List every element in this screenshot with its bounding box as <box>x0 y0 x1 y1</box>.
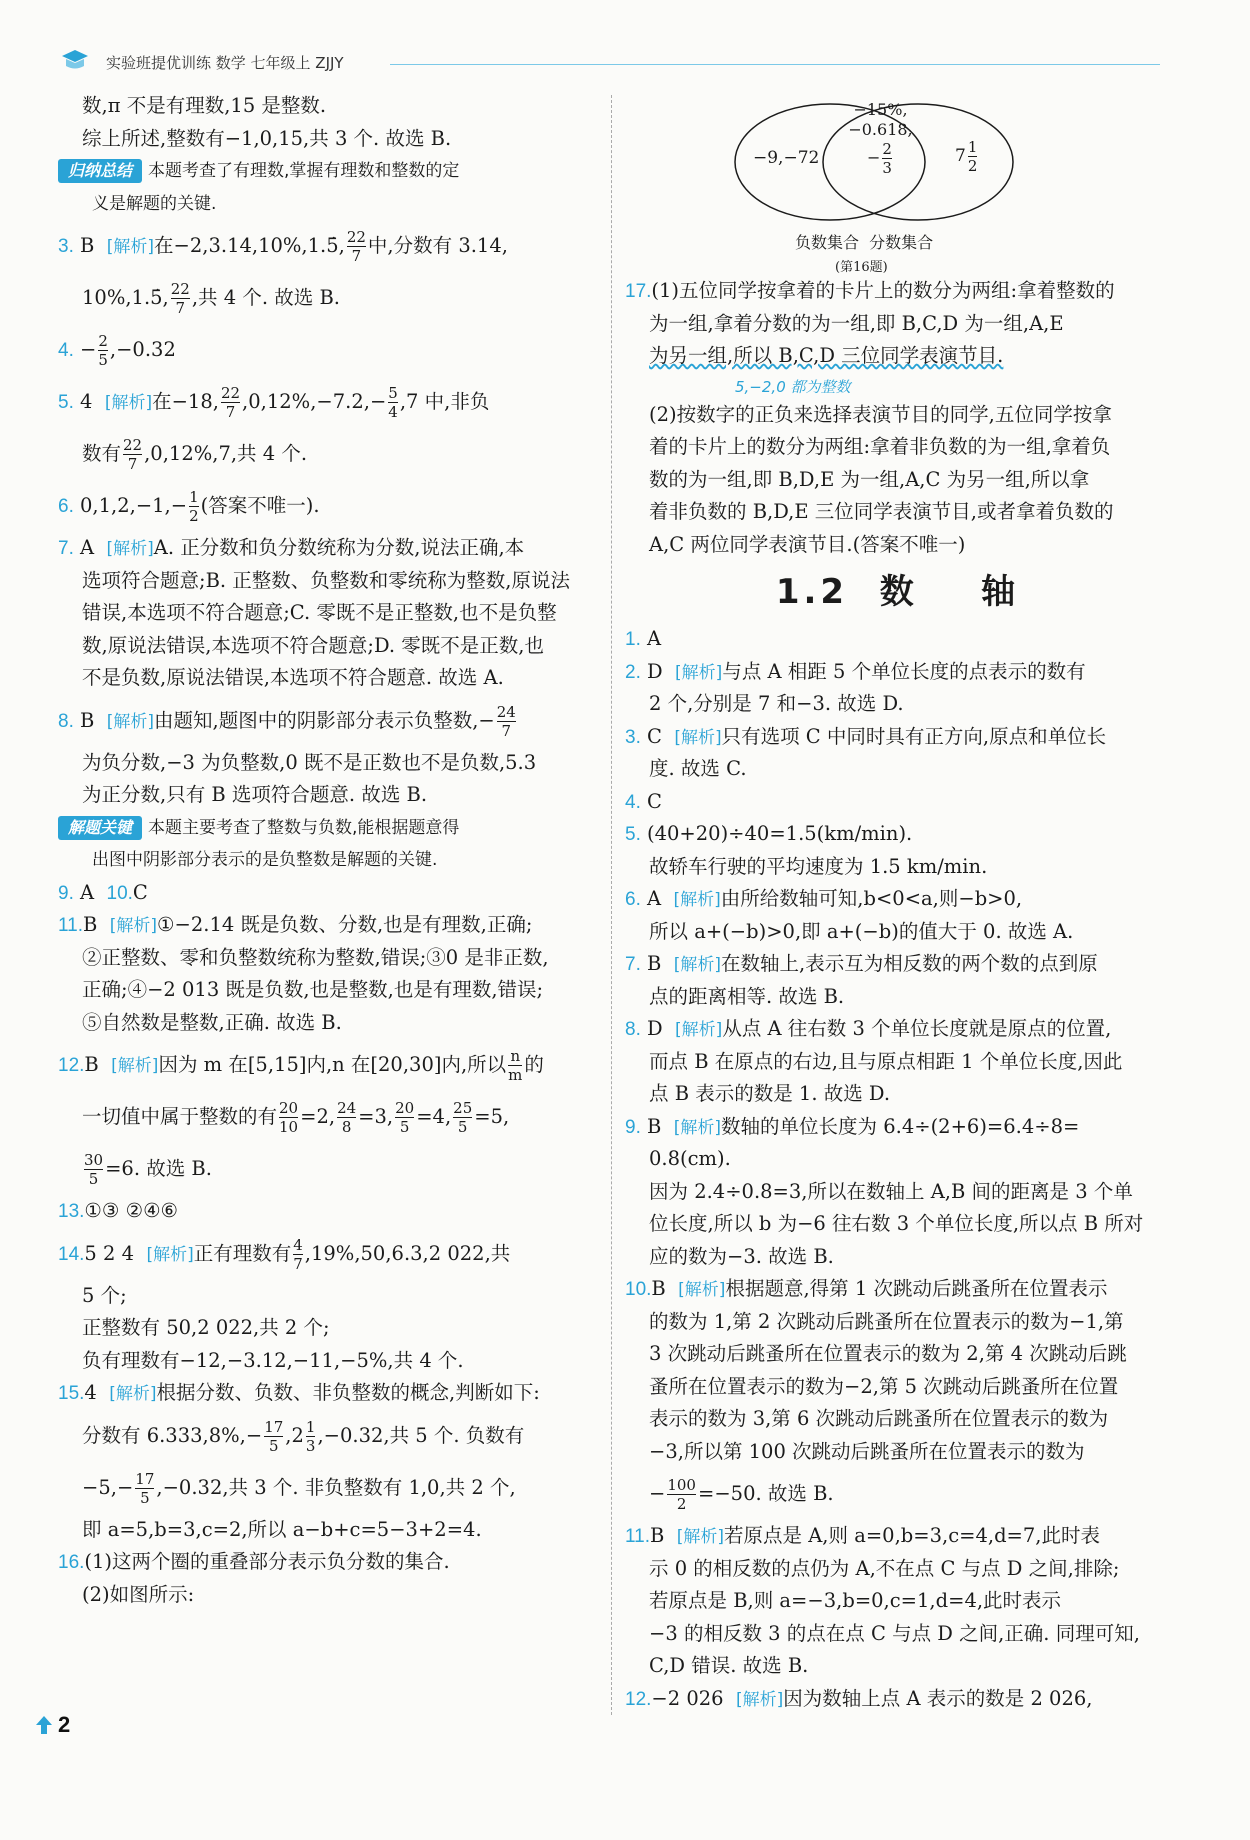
answer-r1: 1. A <box>625 627 662 650</box>
text-line: C,D 错误. 故选 B. <box>649 1654 809 1677</box>
venn-caption: 负数集合 分数集合 <box>795 233 934 252</box>
fraction: $\frac{100}{2}$ <box>667 1476 696 1513</box>
answer-17: 17.(1)五位同学按拿着的卡片上的数分为两组:拿着整数的 <box>625 279 1115 302</box>
fraction: $\frac{20}{5}$ <box>395 1099 415 1136</box>
venn-left-values: −9,−72 <box>753 148 820 168</box>
text-line: 即 a=5,b=3,c=2,所以 a−b+c=5−3+2=4. <box>82 1517 482 1541</box>
answer-13: 13.①③ ②④⑥ <box>58 1199 179 1222</box>
answer-r6: 6. A [解析]由所给数轴可知,b<0<a,则−b>0, <box>625 887 1023 910</box>
text-line: 2 个,分别是 7 和−3. 故选 D. <box>649 692 904 715</box>
fraction: $\frac{22}{7}$ <box>123 436 143 473</box>
answer-r8: 8. D [解析]从点 A 往右数 3 个单位长度就是原点的位置, <box>625 1017 1112 1040</box>
text-line: 示 0 的相反数的点仍为 A,不在点 C 与点 D 之间,排除; <box>649 1556 1120 1580</box>
left-column <box>58 90 598 1611</box>
text-line: 错误,本选项不符合题意;C. 零既不是正整数,也不是负整 <box>82 601 557 624</box>
text-line: 为正分数,只有 B 选项符合题意. 故选 B. <box>82 783 428 806</box>
fraction: $\frac{4}{7}$ <box>293 1235 303 1273</box>
text-line: 而点 B 在原点的右边,且与原点相距 1 个单位长度,因此 <box>649 1049 1123 1073</box>
answer-r2: 2. D [解析]与点 A 相距 5 个单位长度的点表示的数有 <box>625 659 1086 683</box>
fraction: $\frac{22}{7}$ <box>346 228 366 265</box>
text-line: 位长度,所以 b 为−6 往右数 3 个单位长度,所以点 B 所对 <box>649 1212 1144 1235</box>
text-line: 所以 a+(−b)>0,即 a+(−b)的值大于 0. 故选 A. <box>649 919 1074 943</box>
text-line: − $\frac{100}{2}$ =−50. 故选 B. <box>649 1476 834 1513</box>
section-title: 1.2 数 轴 <box>775 572 1020 612</box>
book-title: 实验班提优训练 数学 七年级上 ZJJY <box>106 54 344 72</box>
text-line: 为负分数,−3 为负整数,0 既不是正数也不是负数,5.3 <box>82 750 537 774</box>
fraction: $\frac{1}{2}$ <box>189 488 199 525</box>
text-line: 3 次跳动后跳蚤所在位置表示的数为 2,第 4 次跳动后跳 <box>649 1342 1127 1365</box>
text-line: 故轿车行驶的平均速度为 1.5 km/min. <box>649 854 988 878</box>
text-line: −3,所以第 100 次跳动后跳蚤所在位置表示的数为 <box>649 1439 1085 1463</box>
fraction: $\frac{22}{7}$ <box>170 280 190 317</box>
text-line: (2)按数字的正负来选择表演节目的同学,五位同学按拿 <box>649 402 1112 426</box>
venn-right-values: 7 $\frac{1}{2}$ <box>955 138 978 175</box>
answer-12: 12.B [解析]因为 m 在[5,15]内,n 在[20,30]内,所以 $\frac{n}{m}$ 的 <box>58 1047 544 1084</box>
fraction: $\frac{24}{7}$ <box>496 702 516 740</box>
answer-14: 14.5 2 4 [解析]正有理数有 $\frac{4}{7}$ ,19%,50,6.3,2 022,共 <box>58 1235 511 1273</box>
fraction: $\frac{24}{8}$ <box>337 1099 357 1136</box>
text-line: 应的数为−3. 故选 B. <box>649 1244 834 1268</box>
text-line: ②正整数、零和负整数统称为整数,错误;③0 是非正数, <box>82 945 549 969</box>
text-line: 着非负数的 B,D,E 三位同学表演节目,或者拿着负数的 <box>649 500 1114 523</box>
text-line: 正确;④−2 013 既是负数,也是整数,也是有理数,错误; <box>82 978 544 1001</box>
text-line: 蚤所在位置表示的数为−2,第 5 次跳动后跳蚤所在位置 <box>649 1374 1119 1398</box>
text-line: 10%,1.5̇, $\frac{22}{7}$ ,共 4 个. 故选 B. <box>82 280 340 317</box>
fraction: $\frac{1}{2}$ <box>967 138 978 175</box>
fraction: $\frac{25}{5}$ <box>453 1099 473 1136</box>
text-line: 为另一组,所以 B,C,D 三位同学表演节目. <box>649 344 1004 367</box>
fraction: $\frac{17}{5}$ <box>135 1469 155 1507</box>
header-rule <box>390 64 1160 65</box>
fraction: $\frac{n}{m}$ <box>508 1047 523 1084</box>
figure-label: (第16题) <box>835 260 888 275</box>
answer-r9: 9. B [解析]数轴的单位长度为 6.4÷(2+6)=6.4÷8= <box>625 1114 1080 1138</box>
fraction: $\frac{22}{7}$ <box>220 384 241 421</box>
page-header <box>60 48 1160 78</box>
fraction: $\frac{20}{10}$ <box>279 1099 299 1136</box>
fraction: $\frac{30}{5}$ <box>84 1151 104 1188</box>
answer-7: 7. A [解析]A. 正分数和负分数统称为分数,说法正确,本 <box>58 536 525 559</box>
text-line: 表示的数为 3,第 6 次跳动后跳蚤所在位置表示的数为 <box>649 1407 1109 1430</box>
venn-diagram <box>625 90 1170 275</box>
text-line: 数,π 不是有理数,15 是整数. <box>82 94 327 117</box>
text-line: (2)如图所示: <box>82 1582 195 1606</box>
fraction: $\frac{5}{4}$ <box>388 384 398 421</box>
answer-r4: 4. C <box>625 789 662 813</box>
text-line: ⑤自然数是整数,正确. 故选 B. <box>82 1010 342 1034</box>
handwritten-note: 5,−2,0 都为整数 <box>735 377 851 396</box>
answer-11: 11.B [解析]①−2.14 既是负数、分数,也是有理数,正确; <box>58 913 533 936</box>
summary-badge: 归纳总结 <box>58 159 142 183</box>
text-line: 数,原说法错误,本选项不符合题意;D. 零既不是正数,也 <box>82 633 545 657</box>
key-badge: 解题关键 <box>58 816 142 840</box>
text-line: 点 B 表示的数是 1. 故选 D. <box>649 1082 891 1105</box>
right-column <box>625 90 1170 1715</box>
text-line: A,C 两位同学表演节目.(答案不唯一) <box>649 532 966 556</box>
answer-r5: 5. (40+20)÷40=1.5(km/min). <box>625 822 913 845</box>
answer-r11: 11.B [解析]若原点是 A,则 a=0,b=3,c=4,d=7,此时表 <box>625 1524 1100 1547</box>
text-line: 数的为一组,即 B,D,E 为一组,A,C 为另一组,所以拿 <box>649 467 1090 491</box>
text-line: 的数为 1,第 2 次跳动后跳蚤所在位置表示的数为−1,第 <box>649 1309 1124 1333</box>
text-line: 点的距离相等. 故选 B. <box>649 984 845 1008</box>
fraction: $\frac{2}{3}$ <box>882 140 892 177</box>
answer-r10: 10.B [解析]根据题意,得第 1 次跳动后跳蚤所在位置表示 <box>625 1277 1108 1300</box>
text-line: 分数有 6.333,8%,− $\frac{17}{5}$ ,2 $\frac{1}{3}$ ,−0.32,共 5 个. 负数有 <box>82 1417 525 1455</box>
text-line: 着的卡片上的数分为两组:拿着非负数的为一组,拿着负 <box>649 435 1111 458</box>
text-line: 数有 $\frac{22}{7}$ ,0,12%,7,共 4 个. <box>82 436 308 473</box>
answer-3: 3. B [解析]在−2,3.14,10%,1.5̇, $\frac{22}{7}$ 中,分数有 3.14, <box>58 228 508 265</box>
answer-9-10: 9. A 10.C <box>58 880 148 904</box>
text-line: 出图中阴影部分表示的是负整数是解题的关键. <box>92 850 438 870</box>
answer-r7: 7. B [解析]在数轴上,表示互为相反数的两个数的点到原 <box>625 952 1098 975</box>
column-divider <box>611 95 612 1715</box>
answer-6: 6. 0,1,2,−1,− $\frac{1}{2}$ (答案不唯一). <box>58 488 320 525</box>
text-line: 义是解题的关键. <box>92 193 217 214</box>
text-line: 一切值中属于整数的有 $\frac{20}{10}$ =2, $\frac{24}{8}$ =3, $\frac{20}{5}$ =4, $\frac{25}{5}$ =5, <box>82 1099 510 1136</box>
summary-block: 归纳总结 本题考查了有理数,掌握有理数和整数的定 <box>58 155 598 188</box>
fraction: $\frac{1}{3}$ <box>305 1417 316 1455</box>
text-line: 0.8(cm). <box>649 1147 731 1170</box>
answer-4: 4. − $\frac{2}{5}$ ,−0.32 <box>58 332 176 369</box>
text-line: 若原点是 B,则 a=−3,b=0,c=1,d=4,此时表示 <box>649 1589 1062 1612</box>
text-line: −3 的相反数 3 的点在点 C 与点 D 之间,正确. 同理可知, <box>649 1621 1140 1645</box>
text-line: $\frac{30}{5}$ =6. 故选 B. <box>84 1151 212 1188</box>
fraction: $\frac{2}{5}$ <box>98 332 108 369</box>
arrow-up-icon <box>34 1714 54 1736</box>
text-line: 负有理数有−12,−3.12,−11,−5%,共 4 个. <box>82 1348 464 1372</box>
answer-r3: 3. C [解析]只有选项 C 中同时具有正方向,原点和单位长 <box>625 724 1107 748</box>
key-block: 解题关键 本题主要考查了整数与负数,能根据题意得 <box>58 812 598 845</box>
text-line: 不是负数,原说法错误,本选项不符合题意. 故选 A. <box>82 666 504 689</box>
text-line: −5,− $\frac{17}{5}$ ,−0.32,共 3 个. 非负整数有 1,0,共 2 个, <box>82 1469 516 1507</box>
text-line: 正整数有 50,2 022,共 2 个; <box>82 1316 330 1339</box>
answer-8: 8. B [解析]由题知,题图中的阴影部分表示负整数,− $\frac{24}{7}$ <box>58 702 516 740</box>
answer-r12: 12.−2 026 [解析]因为数轴上点 A 表示的数是 2 026, <box>625 1686 1093 1710</box>
text-line: 为一组,拿着分数的为一组,即 B,C,D 为一组,A,E <box>649 311 1064 335</box>
page-number: 2 <box>34 1708 82 1742</box>
text-line: 5 个; <box>82 1283 127 1307</box>
text-line: 度. 故选 C. <box>649 757 747 780</box>
answer-5: 5. 4 [解析]在−18, $\frac{22}{7}$ ,0,12%,−7.2,− $\frac{5}{4}$ ,7 中,非负 <box>58 384 490 421</box>
book-logo-icon <box>60 48 90 72</box>
answer-16: 16.(1)这两个圈的重叠部分表示负分数的集合. <box>58 1550 450 1573</box>
answer-15: 15.4 [解析]根据分数、负数、非负整数的概念,判断如下: <box>58 1381 540 1404</box>
text-line: 综上所述,整数有−1,0,15,共 3 个. 故选 B. <box>82 126 452 150</box>
text-line: 因为 2.4÷0.8=3,所以在数轴上 A,B 间的距离是 3 个单 <box>649 1179 1133 1203</box>
text-line: 选项符合题意;B. 正整数、负整数和零统称为整数,原说法 <box>82 568 570 592</box>
venn-overlap-values: −15%, −0.618, − $\frac{2}{3}$ <box>848 100 913 177</box>
fraction: $\frac{17}{5}$ <box>264 1417 284 1455</box>
